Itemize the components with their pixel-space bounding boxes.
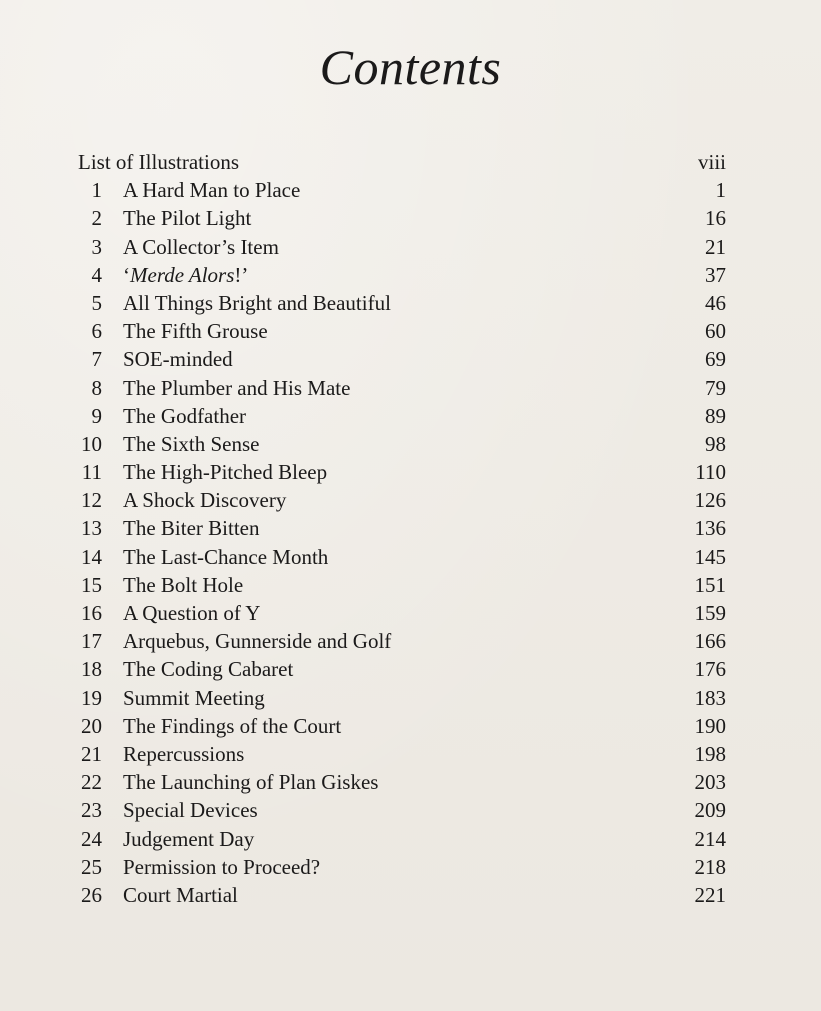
toc-entry-number: 13	[81, 516, 102, 541]
toc-entry-page: 203	[694, 770, 726, 795]
toc-entry-title-italic: Merde Alors	[130, 262, 235, 287]
toc-entry-page: 145	[694, 544, 726, 569]
toc-entry	[78, 176, 726, 204]
toc-entry	[78, 627, 726, 655]
toc-entry-list-of-illustrations	[78, 148, 726, 176]
toc-entry	[78, 345, 726, 373]
toc-entry-number: 1	[91, 178, 102, 203]
toc-entry	[78, 514, 726, 542]
toc-entry	[78, 374, 726, 402]
toc-entry-title: The Findings of the Court	[123, 713, 342, 738]
toc-entry-number: 15	[81, 572, 102, 597]
toc-entry-number: 20	[81, 713, 102, 738]
toc-entry-page: 190	[694, 713, 726, 738]
toc-entry-number: 18	[81, 657, 102, 682]
toc-entry	[78, 486, 726, 514]
toc-entry-title: The High-Pitched Bleep	[123, 460, 328, 485]
toc-entry-page: 60	[705, 319, 726, 344]
toc-entry-number: 5	[91, 290, 102, 315]
toc-entry-title-open: ‘	[123, 262, 130, 287]
toc-entry-title: Special Devices	[123, 798, 258, 823]
toc-entry-title: The Biter Bitten	[123, 516, 260, 541]
toc-entry-number: 14	[81, 544, 102, 569]
toc-entry-number: 4	[91, 262, 102, 287]
toc-entry-title: A Question of Y	[123, 601, 261, 625]
toc-entry-title: Court Martial	[123, 882, 238, 907]
toc-entry-title: List of Illustrations	[78, 150, 239, 174]
toc-entry-page: 176	[694, 657, 726, 682]
toc-entry	[78, 881, 726, 909]
toc-entry-page: 1	[715, 178, 726, 203]
toc-entry-page: 46	[705, 290, 726, 315]
toc-entry-page: 221	[694, 882, 726, 907]
toc-entry-title: The Pilot Light	[123, 206, 252, 231]
toc-entry-number: 26	[81, 882, 102, 907]
toc-entry-page: 159	[694, 601, 726, 625]
toc-entry	[78, 768, 726, 796]
toc-entry-page: 198	[694, 741, 726, 766]
toc-entry	[78, 402, 726, 430]
toc-entry	[78, 853, 726, 881]
toc-entry-page: 110	[695, 460, 726, 485]
toc-entry-page: viii	[697, 150, 726, 174]
toc-entry	[78, 796, 726, 824]
toc-entry	[78, 599, 726, 627]
toc-entry	[78, 289, 726, 317]
toc-entry-page: 126	[694, 488, 726, 513]
toc-entry-title: Summit Meeting	[123, 685, 265, 710]
toc-entry-number: 24	[81, 826, 102, 851]
toc-entry-number: 23	[81, 798, 102, 823]
toc-entry-number: 6	[91, 319, 102, 344]
toc-entry-title: The Launching of Plan Giskes	[123, 770, 379, 795]
toc-entry-number: 16	[81, 601, 102, 625]
toc-entry-page: 183	[694, 685, 726, 710]
toc-entry	[78, 712, 726, 740]
toc-entry	[78, 317, 726, 345]
toc-entry-page: 37	[705, 262, 726, 287]
toc-entry-number: 12	[81, 488, 102, 513]
toc-entry-number: 7	[91, 347, 102, 372]
toc-entry-number: 10	[81, 431, 102, 456]
toc-entry-title: The Fifth Grouse	[123, 319, 268, 344]
toc-entry-title-close: !’	[234, 262, 249, 287]
toc-entry-number: 3	[91, 234, 102, 259]
table-of-contents	[78, 148, 726, 909]
toc-entry-page: 21	[705, 234, 726, 259]
toc-entry-title: The Last-Chance Month	[123, 544, 329, 569]
toc-entry-page: 166	[694, 629, 726, 654]
toc-entry-number: 25	[81, 854, 102, 879]
toc-entry-title: The Plumber and His Mate	[123, 375, 351, 400]
toc-entry	[78, 684, 726, 712]
toc-entry	[78, 571, 726, 599]
toc-entry-number: 17	[81, 629, 102, 654]
toc-entry-page: 214	[694, 826, 726, 851]
toc-entry-page: 69	[705, 347, 726, 372]
toc-entry-page: 79	[705, 375, 726, 400]
toc-entry-title: All Things Bright and Beautiful	[123, 290, 391, 315]
toc-entry-title: The Coding Cabaret	[123, 657, 294, 682]
toc-entry-page: 16	[705, 206, 726, 231]
toc-entry	[78, 825, 726, 853]
toc-entry-title	[123, 261, 248, 289]
toc-entry-page: 218	[694, 854, 726, 879]
toc-entry-number: 21	[81, 741, 102, 766]
toc-entry	[78, 740, 726, 768]
toc-entry	[78, 458, 726, 486]
toc-entry-number: 11	[81, 460, 102, 485]
toc-entry-number: 8	[91, 375, 102, 400]
toc-entry	[78, 233, 726, 261]
toc-entry-number: 2	[91, 206, 102, 231]
toc-entry-title: A Shock Discovery	[123, 488, 287, 513]
toc-entry-title: The Sixth Sense	[123, 431, 260, 456]
toc-entry-title: Judgement Day	[123, 826, 255, 851]
toc-entry-number: 22	[81, 770, 102, 795]
toc-entry-page: 136	[694, 516, 726, 541]
toc-entry-title: A Collector’s Item	[123, 234, 279, 259]
toc-entry	[78, 204, 726, 232]
toc-entry-number: 9	[91, 403, 102, 428]
page-title: Contents	[319, 39, 502, 95]
toc-entry-title: Repercussions	[123, 741, 245, 766]
toc-entry-title: The Bolt Hole	[123, 572, 244, 597]
toc-entry-title: A Hard Man to Place	[123, 178, 301, 203]
toc-entry	[78, 543, 726, 571]
toc-entry-title: Permission to Proceed?	[123, 854, 321, 879]
toc-entry-title: The Godfather	[123, 403, 247, 428]
toc-entry-title: Arquebus, Gunnerside and Golf	[123, 629, 392, 654]
toc-entry-page: 209	[694, 798, 726, 823]
toc-entry-page: 89	[705, 403, 726, 428]
toc-entry	[78, 261, 726, 289]
toc-entry-page: 151	[694, 572, 726, 597]
toc-entry-title: SOE-minded	[123, 347, 233, 372]
toc-entry-number: 19	[81, 685, 102, 710]
toc-entry	[78, 430, 726, 458]
toc-entry-page: 98	[705, 431, 726, 456]
toc-entry	[78, 655, 726, 683]
